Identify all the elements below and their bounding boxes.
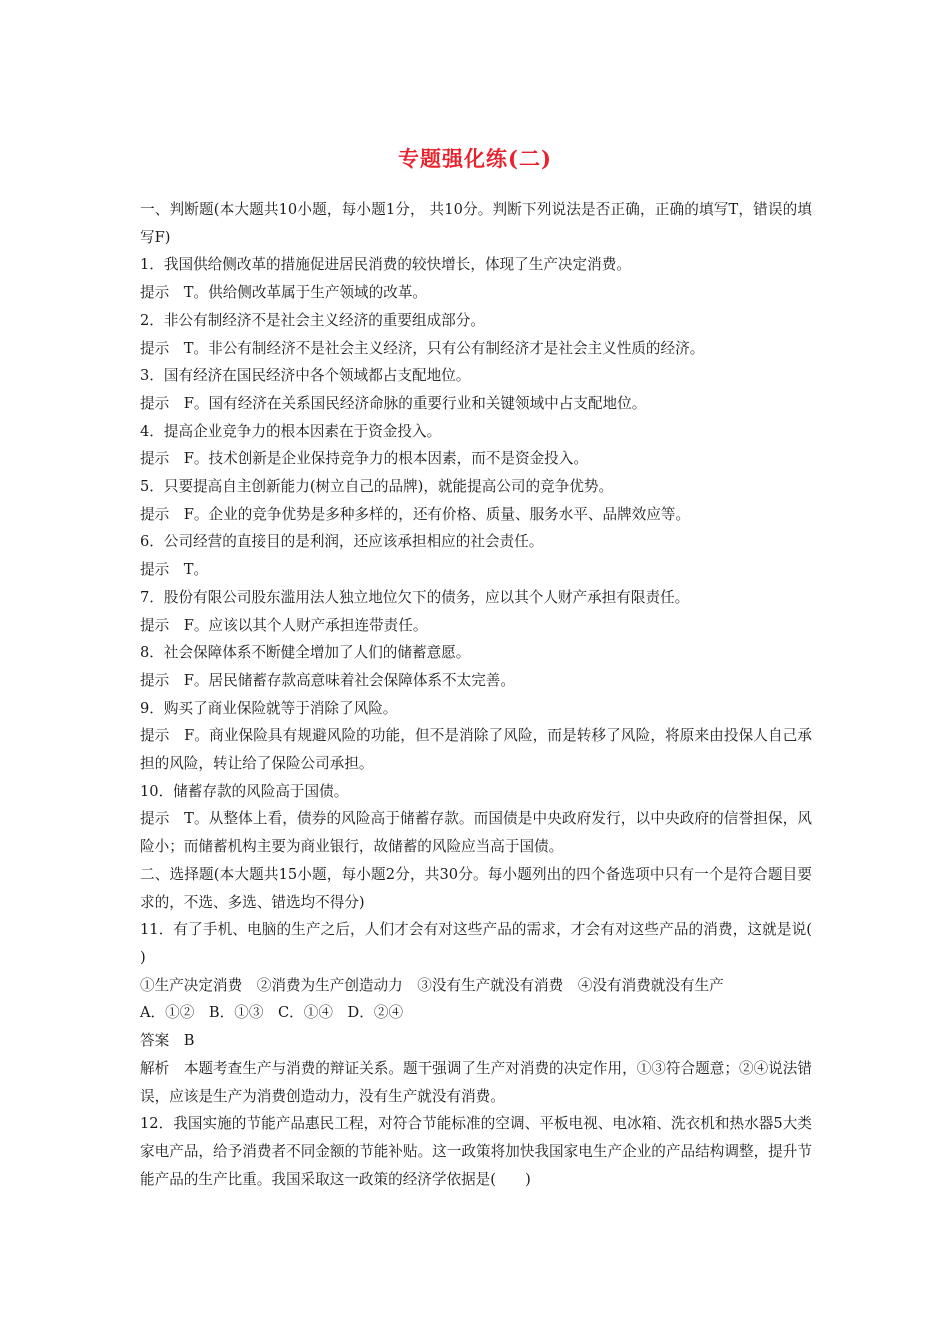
question-11-statements: ①生产决定消费 ②消费为生产创造动力 ③没有生产就没有消费 ④没有消费就没有生产 (140, 976, 724, 994)
hint-5: 提示 F。企业的竞争优势是多种多样的，还有价格、质量、服务水平、品牌效应等。 (140, 505, 691, 523)
question-3: 3．国有经济在国民经济中各个领域都占支配地位。 (140, 367, 471, 385)
question-12: 12．我国实施的节能产品惠民工程，对符合节能标准的空调、平板电视、电冰箱、洗衣机和热水器5大类家电产品，给予消费者不同金额的节能补贴。这一政策将加快我国家电生产企业的产品结构调整，提升节能产品的生产比重。我国采取这一政策的经济学依据是( ) (140, 1115, 812, 1188)
hint-6: 提示 T。 (140, 561, 209, 579)
hint-10: 提示 T。从整体上看，债券的风险高于储蓄存款。而国债是中央政府发行，以中央政府的信誉担保，风险小；而储蓄机构主要为商业银行，故储蓄的风险应当高于国债。 (140, 810, 812, 856)
question-8: 8．社会保障体系不断健全增加了人们的储蓄意愿。 (140, 644, 471, 662)
question-4: 4．提高企业竞争力的根本因素在于资金投入。 (140, 422, 442, 440)
question-11-options: A．①② B．①③ C．①④ D．②④ (140, 1004, 404, 1022)
section-heading-choice: 二、选择题(本大题共15小题，每小题2分，共30分。每小题列出的四个备选项中只有一个是符合题目要求的，不选、多选、错选均不得分) (140, 865, 812, 911)
hint-2: 提示 T。非公有制经济不是社会主义经济，只有公有制经济才是社会主义性质的经济。 (140, 339, 705, 357)
question-9: 9．购买了商业保险就等于消除了风险。 (140, 699, 398, 717)
page-title: 专题强化练(二) (398, 146, 552, 171)
question-6: 6．公司经营的直接目的是利润，还应该承担相应的社会责任。 (140, 533, 544, 551)
question-11-answer: 答案 B (140, 1032, 195, 1050)
question-2: 2．非公有制经济不是社会主义经济的重要组成部分。 (140, 311, 485, 329)
section-heading-judgement: 一、判断题(本大题共10小题，每小题1分， 共10分。判断下列说法是否正确，正确的填写T，错误的填写F) (140, 201, 812, 246)
hint-7: 提示 F。应该以其个人财产承担连带责任。 (140, 616, 428, 634)
question-5: 5．只要提高自主创新能力(树立自己的品牌)，就能提高公司的竞争优势。 (140, 478, 614, 496)
hint-1: 提示 T。供给侧改革属于生产领域的改革。 (140, 284, 428, 302)
hint-9: 提示 F。商业保险具有规避风险的功能，但不是消除了风险，而是转移了风险，将原来由投保人自己承担的风险，转让给了保险公司承担。 (140, 727, 812, 773)
question-11-analysis: 解析 本题考查生产与消费的辩证关系。题干强调了生产对消费的决定作用，①③符合题意；②④说法错误，应该是生产为消费创造动力，没有生产就没有消费。 (140, 1059, 812, 1105)
question-11: 11．有了手机、电脑的生产之后，人们才会有对这些产品的需求，才会有对这些产品的消费，这就是说( ) (140, 921, 842, 966)
document-body (140, 196, 842, 1193)
question-7: 7．股份有限公司股东滥用法人独立地位欠下的债务，应以其个人财产承担有限责任。 (140, 588, 690, 606)
question-10: 10．储蓄存款的风险高于国债。 (140, 782, 349, 800)
hint-8: 提示 F。居民储蓄存款高意味着社会保障体系不太完善。 (140, 671, 515, 689)
hint-3: 提示 F。国有经济在关系国民经济命脉的重要行业和关键领域中占支配地位。 (140, 394, 647, 412)
question-1: 1．我国供给侧改革的措施促进居民消费的较快增长，体现了生产决定消费。 (140, 256, 631, 274)
hint-4: 提示 F。技术创新是企业保持竞争力的根本因素，而不是资金投入。 (140, 450, 588, 468)
